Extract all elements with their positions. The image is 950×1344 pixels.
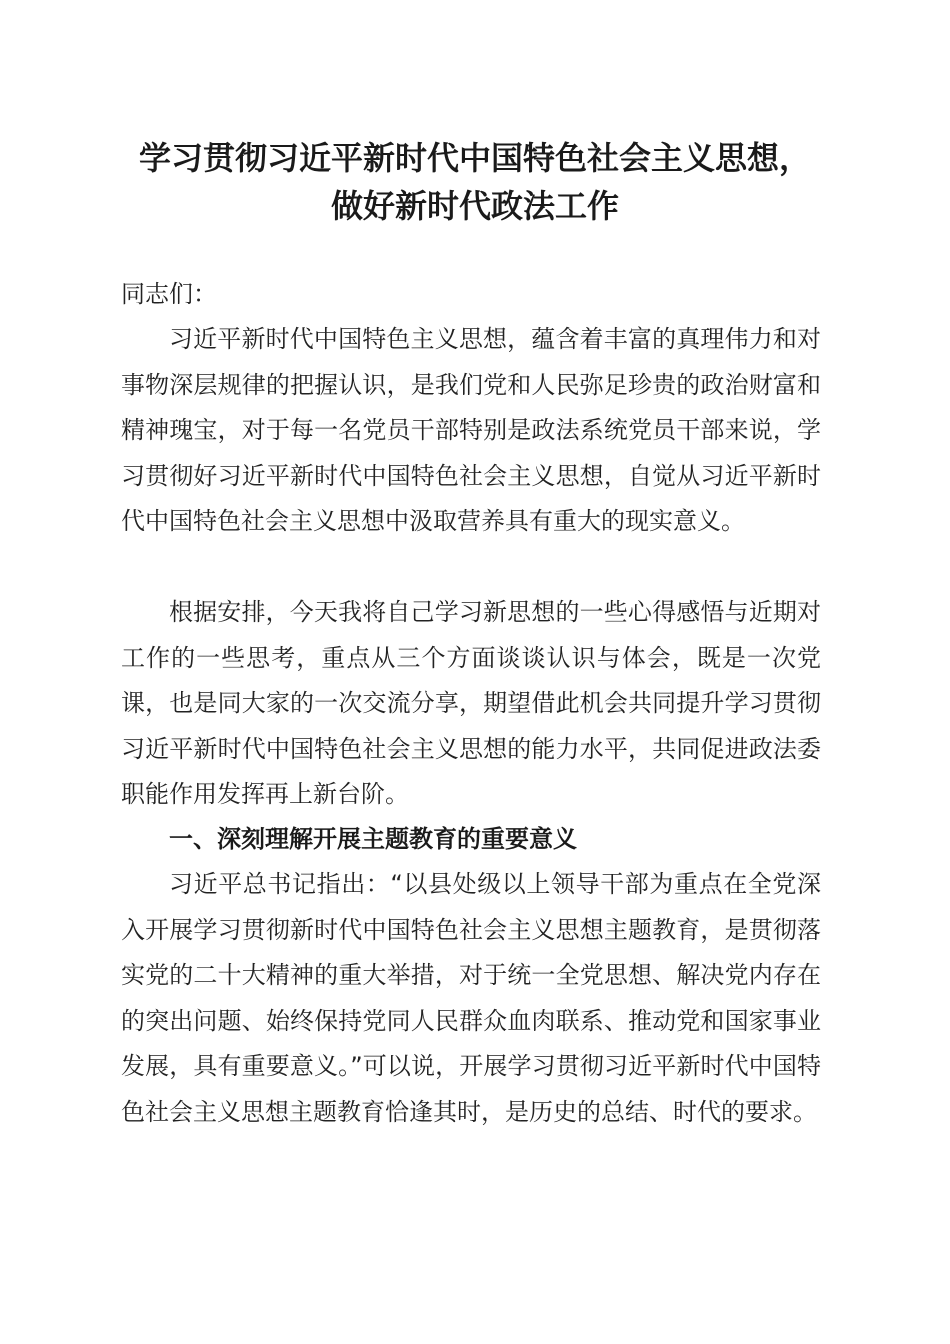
paragraph-section-1: 习近平总书记指出：“以县处级以上领导干部为重点在全党深入开展学习贯彻新时代中国特色社会主义思想主题教育，是贯彻落实党的二十大精神的重大举措，对于统一全党思想、解决党内存在的突出问题、始终保持党同人民群众血肉联系、推动党和国家事业发展，具有重要意义。”可以说，开展学习贯彻习近平新时代中国特色社会主义思想主题教育恰逢其时，是历史的总结、时代的要求。 <box>121 870 821 1126</box>
section-heading-1: 一、深刻理解开展主题教育的重要意义 <box>169 825 577 853</box>
document-title-line-1: 学习贯彻习近平新时代中国特色社会主义思想， <box>138 139 811 177</box>
document-title-line-2: 做好新时代政法工作 <box>330 187 619 225</box>
paragraph-intro: 习近平新时代中国特色主义思想，蕴含着丰富的真理伟力和对事物深层规律的把握认识，是我们党和人民弥足珍贵的政治财富和精神瑰宝，对于每一名党员干部特别是政法系统党员干部来说，学习贯彻好习近平新时代中国特色社会主义思想，自觉从习近平新时代中国特色社会主义思想中汲取营养具有重大的现实意义。 <box>121 325 821 535</box>
paragraph-arrangement: 根据安排，今天我将自己学习新思想的一些心得感悟与近期对工作的一些思考，重点从三个方面谈谈认识与体会，既是一次党课，也是同大家的一次交流分享，期望借此机会共同提升学习贯彻习近平新时代中国特色社会主义思想的能力水平，共同促进政法委职能作用发挥再上新台阶。 <box>121 598 821 808</box>
salutation: 同志们： <box>121 280 217 308</box>
